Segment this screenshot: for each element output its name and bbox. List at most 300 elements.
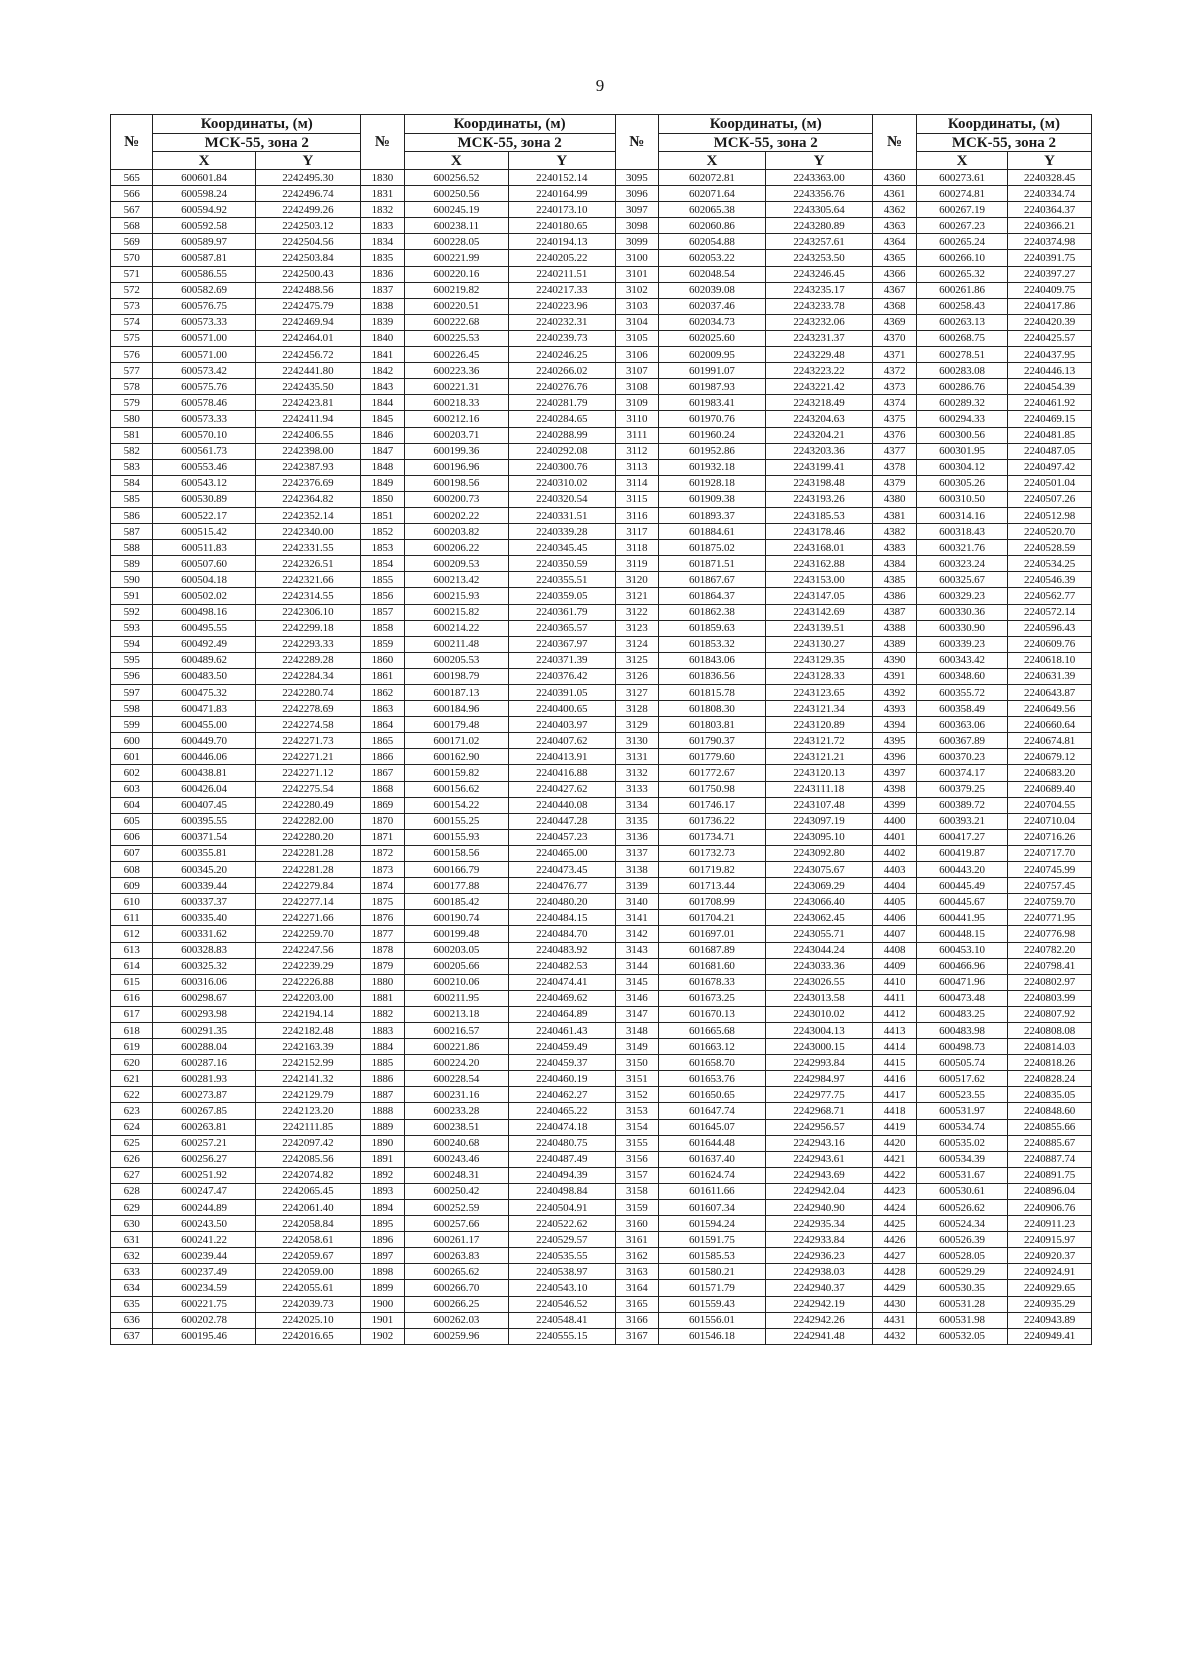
y-value-cell: 2240420.39 [1008,314,1092,330]
y-value-cell: 2242933.84 [765,1232,873,1248]
point-number-cell: 1864 [361,717,405,733]
point-number-cell: 3165 [615,1296,659,1312]
y-value-cell: 2240835.05 [1008,1087,1092,1103]
x-value-cell: 601697.01 [659,926,766,942]
x-value-cell: 600325.67 [916,572,1007,588]
x-value-cell: 600455.00 [153,717,255,733]
point-number-cell: 1900 [361,1296,405,1312]
x-value-cell: 601607.34 [659,1200,766,1216]
y-value-cell: 2243000.15 [765,1039,873,1055]
point-number-cell: 4429 [873,1280,917,1296]
y-value-cell: 2240223.96 [509,298,616,314]
point-number-cell: 620 [111,1055,153,1071]
point-number-cell: 585 [111,491,153,507]
point-number-cell: 597 [111,685,153,701]
y-value-cell: 2240417.86 [1008,298,1092,314]
table-row [111,668,1092,684]
x-value-cell: 601678.33 [659,974,766,990]
table-row [111,1216,1092,1232]
y-value-cell: 2243280.89 [765,218,873,234]
y-value-cell: 2243066.40 [765,894,873,910]
point-number-cell: 3154 [615,1119,659,1135]
x-value-cell: 600273.87 [153,1087,255,1103]
y-value-cell: 2242364.82 [255,491,361,507]
point-number-cell: 633 [111,1264,153,1280]
x-value-cell: 600371.54 [153,829,255,845]
table-row [111,717,1092,733]
y-value-cell: 2242306.10 [255,604,361,620]
point-number-cell: 598 [111,701,153,717]
point-number-cell: 613 [111,942,153,958]
y-value-cell: 2243097.19 [765,813,873,829]
table-row [111,556,1092,572]
y-value-cell: 2240759.70 [1008,894,1092,910]
point-number-cell: 3118 [615,540,659,556]
x-value-cell: 600448.15 [916,926,1007,942]
table-row [111,813,1092,829]
x-value-cell: 600220.51 [404,298,508,314]
point-number-cell: 1879 [361,958,405,974]
y-value-cell: 2242469.94 [255,314,361,330]
y-value-cell: 2240710.04 [1008,813,1092,829]
x-value-cell: 600534.39 [916,1151,1007,1167]
x-value-cell: 600159.82 [404,765,508,781]
y-value-cell: 2242271.12 [255,765,361,781]
y-value-cell: 2240609.76 [1008,636,1092,652]
point-number-cell: 3102 [615,282,659,298]
x-value-cell: 600316.06 [153,974,255,990]
table-row [111,443,1092,459]
coord-system: МСК-55, зона 2 [153,134,361,152]
x-value-cell: 601580.21 [659,1264,766,1280]
y-value-cell: 2243153.00 [765,572,873,588]
point-number-cell: 3166 [615,1312,659,1328]
x-value-cell: 600379.25 [916,781,1007,797]
y-value-cell: 2240798.41 [1008,958,1092,974]
x-value-cell: 601734.71 [659,829,766,845]
x-value-cell: 600523.55 [916,1087,1007,1103]
x-value-cell: 601658.70 [659,1055,766,1071]
x-value-cell: 600318.43 [916,524,1007,540]
y-value-cell: 2242194.14 [255,1006,361,1022]
table-row [111,652,1092,668]
y-value-cell: 2240407.62 [509,733,616,749]
x-value-cell: 602039.08 [659,282,766,298]
point-number-cell: 3134 [615,797,659,813]
x-value-cell: 600530.35 [916,1280,1007,1296]
point-number-cell: 1845 [361,411,405,427]
point-number-cell: 1875 [361,894,405,910]
point-number-cell: 1835 [361,250,405,266]
y-value-cell: 2243123.65 [765,685,873,701]
x-value-cell: 600389.72 [916,797,1007,813]
x-value-cell: 600158.56 [404,845,508,861]
y-value-cell: 2240484.70 [509,926,616,942]
x-value-cell: 602048.54 [659,266,766,282]
point-number-cell: 1832 [361,202,405,218]
y-value-cell: 2240906.76 [1008,1200,1092,1216]
x-value-cell: 600156.62 [404,781,508,797]
y-value-cell: 2243229.48 [765,347,873,363]
point-number-cell: 630 [111,1216,153,1232]
y-value-cell: 2240164.99 [509,186,616,202]
point-number-cell: 567 [111,202,153,218]
point-number-cell: 4382 [873,524,917,540]
y-value-cell: 2240546.52 [509,1296,616,1312]
table-row [111,620,1092,636]
point-number-cell: 596 [111,668,153,684]
y-value-cell: 2240497.42 [1008,459,1092,475]
point-number-cell: 3129 [615,717,659,733]
y-value-cell: 2240776.98 [1008,926,1092,942]
point-number-cell: 4366 [873,266,917,282]
point-number-cell: 3131 [615,749,659,765]
point-number-cell: 1892 [361,1167,405,1183]
point-number-cell: 627 [111,1167,153,1183]
point-number-cell: 3107 [615,363,659,379]
x-value-cell: 601779.60 [659,749,766,765]
y-value-cell: 2242398.00 [255,443,361,459]
point-number-cell: 3106 [615,347,659,363]
y-value-cell: 2240808.08 [1008,1022,1092,1038]
point-number-cell: 4391 [873,668,917,684]
y-value-cell: 2240538.97 [509,1264,616,1280]
y-value-cell: 2240704.55 [1008,797,1092,813]
x-value-cell: 600248.31 [404,1167,508,1183]
point-number-cell: 1891 [361,1151,405,1167]
point-number-cell: 4362 [873,202,917,218]
coord-title: Координаты, (м) [916,115,1091,134]
y-value-cell: 2240288.99 [509,427,616,443]
y-value-cell: 2240487.49 [509,1151,616,1167]
x-value-cell: 602034.73 [659,314,766,330]
x-value-cell: 600224.20 [404,1055,508,1071]
point-number-cell: 616 [111,990,153,1006]
point-number-cell: 1866 [361,749,405,765]
coord-title: Координаты, (м) [153,115,361,134]
y-value-cell: 2242239.29 [255,958,361,974]
point-number-cell: 624 [111,1119,153,1135]
x-value-cell: 600250.56 [404,186,508,202]
x-value-cell: 600179.48 [404,717,508,733]
point-number-cell: 615 [111,974,153,990]
point-number-cell: 1896 [361,1232,405,1248]
y-value-cell: 2242059.00 [255,1264,361,1280]
x-value-cell: 600198.56 [404,475,508,491]
point-number-cell: 3116 [615,507,659,523]
point-number-cell: 4431 [873,1312,917,1328]
y-value-cell: 2240359.05 [509,588,616,604]
point-number-cell: 3133 [615,781,659,797]
x-value-cell: 600171.02 [404,733,508,749]
x-value-cell: 600210.06 [404,974,508,990]
point-number-cell: 3127 [615,685,659,701]
y-value-cell: 2242274.58 [255,717,361,733]
x-value-cell: 601862.38 [659,604,766,620]
x-value-cell: 600535.02 [916,1135,1007,1151]
x-value-cell: 600203.71 [404,427,508,443]
point-number-cell: 3138 [615,862,659,878]
x-value-cell: 601594.24 [659,1216,766,1232]
table-row [111,1312,1092,1328]
y-value-cell: 2240683.20 [1008,765,1092,781]
point-number-cell: 4415 [873,1055,917,1071]
point-number-cell: 1841 [361,347,405,363]
point-number-cell: 601 [111,749,153,765]
x-value-cell: 601928.18 [659,475,766,491]
x-value-cell: 600586.55 [153,266,255,282]
y-value-cell: 2240469.62 [509,990,616,1006]
point-number-cell: 3101 [615,266,659,282]
point-number-cell: 589 [111,556,153,572]
point-number-cell: 1844 [361,395,405,411]
x-value-cell: 601808.30 [659,701,766,717]
x-value-cell: 600228.54 [404,1071,508,1087]
x-value-cell: 600155.93 [404,829,508,845]
x-value-cell: 600240.68 [404,1135,508,1151]
y-header: Y [255,152,361,170]
table-body [111,170,1092,1345]
y-value-cell: 2242259.70 [255,926,361,942]
point-number-cell: 603 [111,781,153,797]
table-row [111,894,1092,910]
point-number-cell: 3161 [615,1232,659,1248]
point-number-cell: 4365 [873,250,917,266]
y-value-cell: 2242123.20 [255,1103,361,1119]
table-row [111,926,1092,942]
point-number-cell: 4372 [873,363,917,379]
y-value-cell: 2242435.50 [255,379,361,395]
table-row [111,507,1092,523]
y-value-cell: 2240855.66 [1008,1119,1092,1135]
y-value-cell: 2242280.74 [255,685,361,701]
x-value-cell: 601644.48 [659,1135,766,1151]
y-value-cell: 2240469.15 [1008,411,1092,427]
x-value-cell: 600219.82 [404,282,508,298]
table-row [111,250,1092,266]
point-number-cell: 632 [111,1248,153,1264]
y-value-cell: 2240535.55 [509,1248,616,1264]
y-value-cell: 2242500.43 [255,266,361,282]
y-value-cell: 2242182.48 [255,1022,361,1038]
y-value-cell: 2240887.74 [1008,1151,1092,1167]
y-value-cell: 2240462.27 [509,1087,616,1103]
x-value-cell: 601853.32 [659,636,766,652]
x-value-cell: 600241.22 [153,1232,255,1248]
x-value-cell: 600226.45 [404,347,508,363]
y-value-cell: 2243199.41 [765,459,873,475]
x-value-cell: 600330.36 [916,604,1007,620]
x-value-cell: 600245.19 [404,202,508,218]
x-value-cell: 600345.20 [153,862,255,878]
y-value-cell: 2243092.80 [765,845,873,861]
x-value-cell: 601893.37 [659,507,766,523]
point-number-cell: 591 [111,588,153,604]
y-value-cell: 2240572.14 [1008,604,1092,620]
x-value-cell: 601665.68 [659,1022,766,1038]
point-number-cell: 579 [111,395,153,411]
y-value-cell: 2240371.39 [509,652,616,668]
point-number-cell: 3163 [615,1264,659,1280]
x-value-cell: 600471.96 [916,974,1007,990]
x-value-cell: 601687.89 [659,942,766,958]
point-number-cell: 3125 [615,652,659,668]
point-number-cell: 608 [111,862,153,878]
y-value-cell: 2240529.57 [509,1232,616,1248]
y-value-cell: 2240464.89 [509,1006,616,1022]
y-value-cell: 2242271.73 [255,733,361,749]
x-value-cell: 600209.53 [404,556,508,572]
table-row [111,1135,1092,1151]
x-value-cell: 600573.33 [153,314,255,330]
x-value-cell: 600200.73 [404,491,508,507]
point-number-cell: 4405 [873,894,917,910]
table-row [111,588,1092,604]
point-number-cell: 569 [111,234,153,250]
x-value-cell: 600199.48 [404,926,508,942]
y-value-cell: 2242085.56 [255,1151,361,1167]
y-value-cell: 2240717.70 [1008,845,1092,861]
table-row [111,862,1092,878]
point-number-cell: 583 [111,459,153,475]
point-number-cell: 3135 [615,813,659,829]
point-number-cell: 4396 [873,749,917,765]
table-row [111,1055,1092,1071]
y-value-cell: 2243257.61 [765,234,873,250]
y-value-cell: 2240494.39 [509,1167,616,1183]
point-number-cell: 3159 [615,1200,659,1216]
point-number-cell: 4375 [873,411,917,427]
y-value-cell: 2240660.64 [1008,717,1092,733]
point-number-cell: 4424 [873,1200,917,1216]
y-value-cell: 2242321.66 [255,572,361,588]
table-row [111,1183,1092,1199]
y-value-cell: 2242411.94 [255,411,361,427]
y-value-cell: 2240409.75 [1008,282,1092,298]
y-value-cell: 2242464.01 [255,330,361,346]
x-value-cell: 601987.93 [659,379,766,395]
y-value-cell: 2242280.20 [255,829,361,845]
x-value-cell: 600300.56 [916,427,1007,443]
x-value-cell: 600212.16 [404,411,508,427]
y-value-cell: 2243095.10 [765,829,873,845]
y-value-cell: 2243232.06 [765,314,873,330]
point-number-cell: 1837 [361,282,405,298]
point-number-cell: 582 [111,443,153,459]
y-value-cell: 2240649.56 [1008,701,1092,717]
x-value-cell: 600594.92 [153,202,255,218]
x-value-cell: 600286.76 [916,379,1007,395]
point-number-cell: 1860 [361,652,405,668]
y-value-cell: 2242423.81 [255,395,361,411]
point-number-cell: 1853 [361,540,405,556]
point-number-cell: 571 [111,266,153,282]
point-number-cell: 3114 [615,475,659,491]
point-number-cell: 1889 [361,1119,405,1135]
point-number-cell: 4410 [873,974,917,990]
x-value-cell: 600473.48 [916,990,1007,1006]
point-number-cell: 3119 [615,556,659,572]
point-number-cell: 576 [111,347,153,363]
y-value-cell: 2242406.55 [255,427,361,443]
point-number-cell: 4400 [873,813,917,829]
y-value-cell: 2242938.03 [765,1264,873,1280]
x-value-cell: 600339.44 [153,878,255,894]
point-number-cell: 599 [111,717,153,733]
x-value-cell: 601746.17 [659,797,766,813]
y-value-cell: 2240355.51 [509,572,616,588]
y-value-cell: 2240618.10 [1008,652,1092,668]
y-value-cell: 2243246.45 [765,266,873,282]
x-value-cell: 600221.75 [153,1296,255,1312]
x-value-cell: 600198.79 [404,668,508,684]
y-value-cell: 2240487.05 [1008,443,1092,459]
point-number-cell: 4420 [873,1135,917,1151]
y-value-cell: 2240465.00 [509,845,616,861]
table-row [111,1022,1092,1038]
y-value-cell: 2242956.57 [765,1119,873,1135]
point-number-cell: 566 [111,186,153,202]
num-header: № [111,115,153,170]
point-number-cell: 4360 [873,170,917,186]
x-value-cell: 602009.95 [659,347,766,363]
x-value-cell: 600265.32 [916,266,1007,282]
table-row [111,170,1092,186]
x-value-cell: 600529.29 [916,1264,1007,1280]
point-number-cell: 1849 [361,475,405,491]
point-number-cell: 1843 [361,379,405,395]
point-number-cell: 1895 [361,1216,405,1232]
y-value-cell: 2242280.49 [255,797,361,813]
x-value-cell: 600265.24 [916,234,1007,250]
x-value-cell: 600534.74 [916,1119,1007,1135]
x-value-cell: 600289.32 [916,395,1007,411]
x-value-cell: 600441.95 [916,910,1007,926]
x-value-cell: 600213.18 [404,1006,508,1022]
point-number-cell: 3117 [615,524,659,540]
point-number-cell: 4390 [873,652,917,668]
x-value-cell: 601909.38 [659,491,766,507]
point-number-cell: 1862 [361,685,405,701]
point-number-cell: 4402 [873,845,917,861]
y-value-cell: 2242058.61 [255,1232,361,1248]
y-value-cell: 2240885.67 [1008,1135,1092,1151]
x-value-cell: 600592.58 [153,218,255,234]
x-value-cell: 600256.52 [404,170,508,186]
point-number-cell: 592 [111,604,153,620]
point-number-cell: 3122 [615,604,659,620]
y-value-cell: 2243221.42 [765,379,873,395]
x-value-cell: 600453.10 [916,942,1007,958]
point-number-cell: 1846 [361,427,405,443]
table-row [111,234,1092,250]
y-value-cell: 2242289.28 [255,652,361,668]
y-value-cell: 2240367.97 [509,636,616,652]
x-value-cell: 600195.46 [153,1328,255,1344]
coordinates-table [110,114,1092,1345]
x-value-cell: 600426.04 [153,781,255,797]
x-value-cell: 601653.76 [659,1071,766,1087]
table-header [111,115,1092,170]
y-value-cell: 2242314.55 [255,588,361,604]
y-value-cell: 2240397.27 [1008,266,1092,282]
x-value-cell: 600239.44 [153,1248,255,1264]
point-number-cell: 1874 [361,878,405,894]
y-value-cell: 2242275.54 [255,781,361,797]
coord-system: МСК-55, зона 2 [404,134,615,152]
point-number-cell: 3132 [615,765,659,781]
table-row [111,491,1092,507]
